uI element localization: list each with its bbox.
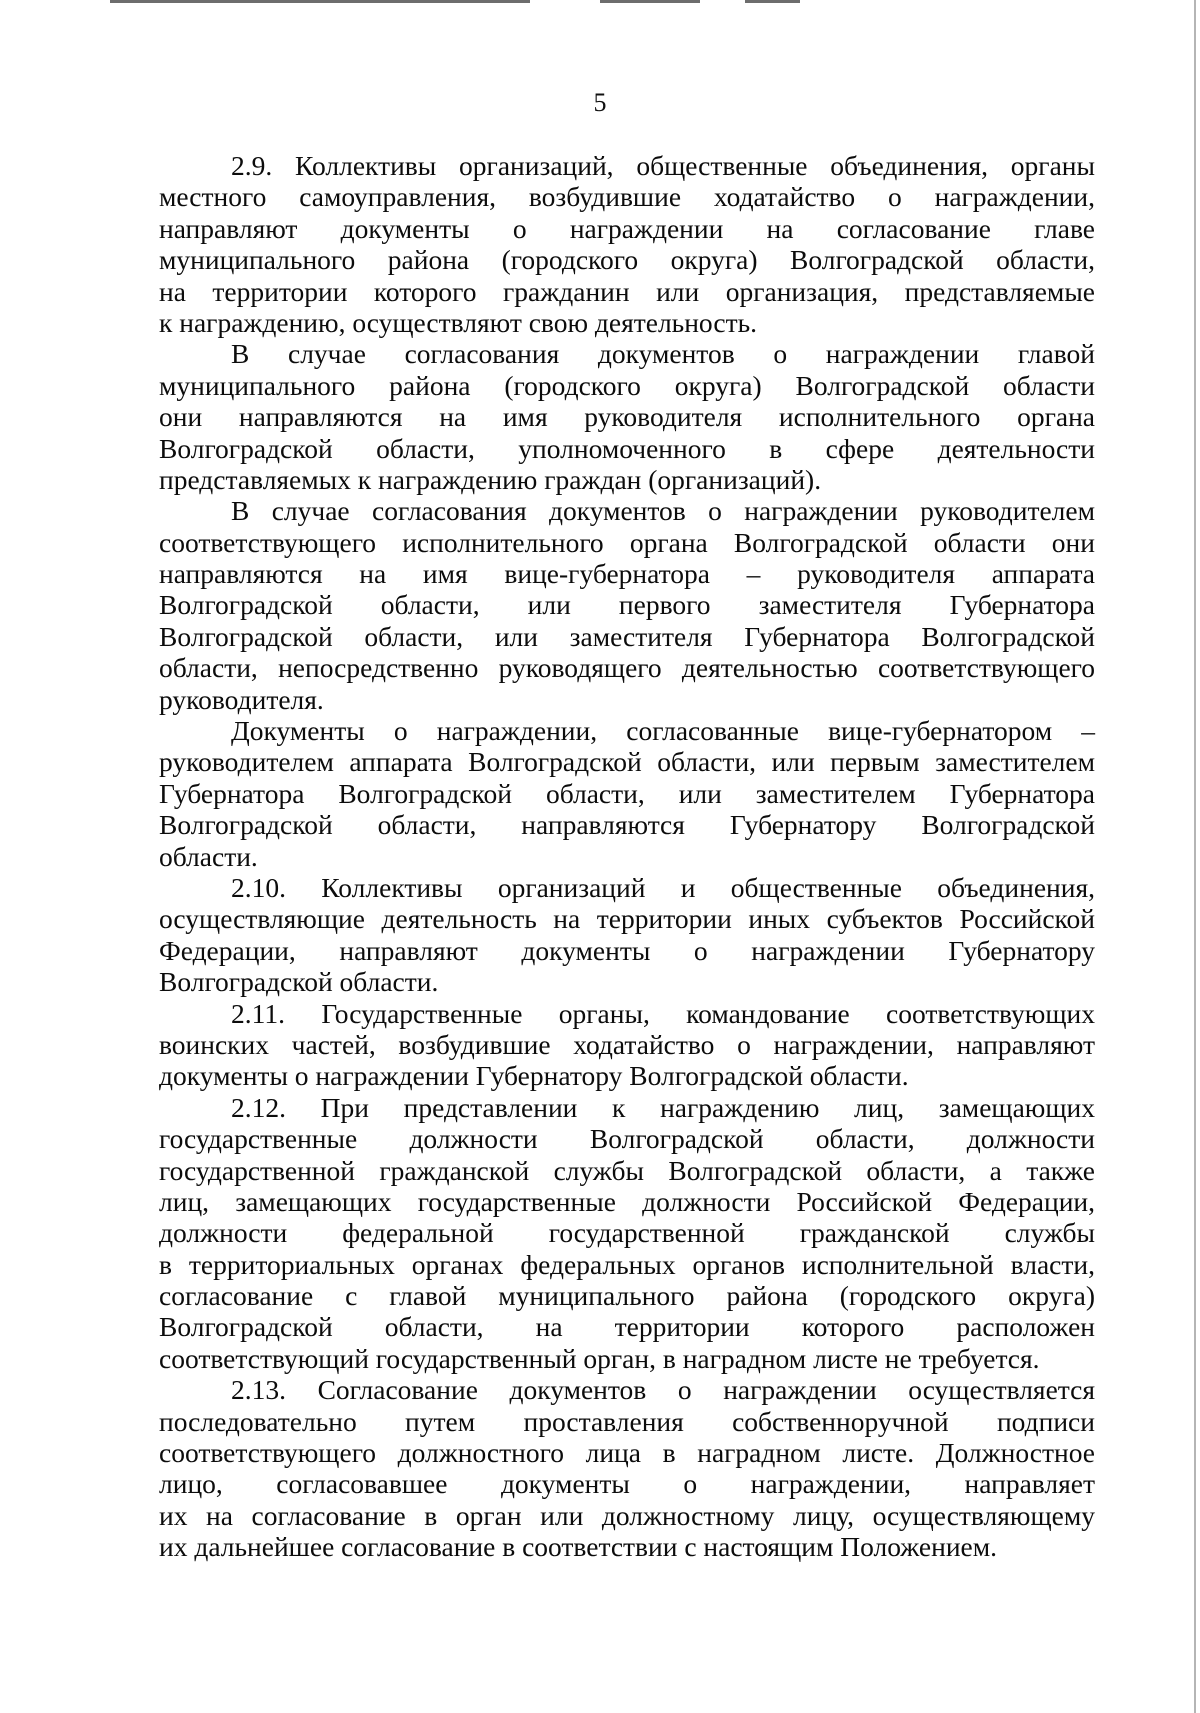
text-line: Волгоградской области, или заместителя Губернатора Волгоградской xyxy=(159,620,1095,652)
scan-edge-mark xyxy=(600,0,700,3)
text-line: руководителя. xyxy=(159,683,324,715)
text-line: государственной гражданской службы Волгоградской области, а также xyxy=(159,1154,1095,1186)
text-line: В случае согласования документов о награждении руководителем xyxy=(231,495,1095,527)
page-number: 5 xyxy=(593,88,607,117)
text-line: соответствующего исполнительного органа Волгоградской области они xyxy=(159,526,1095,558)
text-line: направляют документы о награждении на согласование главе xyxy=(159,212,1095,244)
text-line: в территориальных органах федеральных органов исполнительной власти, xyxy=(159,1248,1095,1280)
text-line: Документы о награждении, согласованные вице-губернатором – xyxy=(231,715,1095,747)
text-line: Волгоградской области, уполномоченного в сфере деятельности xyxy=(159,432,1095,464)
scan-side-edge xyxy=(1194,0,1196,1713)
text-line: 2.9. Коллективы организаций, общественные объединения, органы xyxy=(231,150,1095,181)
text-line: местного самоуправления, возбудившие ходатайство о награждении, xyxy=(159,181,1095,213)
paragraph xyxy=(159,872,1095,998)
text-line: соответствующий государственный орган, в наградном листе не требуется. xyxy=(159,1342,1040,1374)
text-line: воинских частей, возбудившие ходатайство о награждении, направляют xyxy=(159,1028,1095,1060)
text-line: последовательно путем проставления собственноручной подписи xyxy=(159,1405,1095,1437)
text-line: Волгоградской области, на территории которого расположен xyxy=(159,1311,1095,1343)
scan-edge-mark xyxy=(745,0,800,3)
text-line: представляемых к награждению граждан (организаций). xyxy=(159,463,822,495)
paragraph xyxy=(159,1092,1095,1375)
paragraph xyxy=(159,495,1095,715)
text-line: должности федеральной государственной гражданской службы xyxy=(159,1217,1095,1249)
text-line: они направляются на имя руководителя исполнительного органа xyxy=(159,401,1095,433)
text-line: Волгоградской области, или первого заместителя Губернатора xyxy=(159,589,1095,621)
text-line: их дальнейшее согласование в соответствии с настоящим Положением. xyxy=(159,1531,998,1563)
paragraph xyxy=(159,715,1095,872)
paragraph xyxy=(159,150,1095,338)
text-line: документы о награждении Губернатору Волгоградской области. xyxy=(159,1060,909,1092)
text-line: В случае согласования документов о награждении главой xyxy=(231,338,1095,370)
text-line: к награждению, осуществляют свою деятельность. xyxy=(159,306,758,338)
text-line: муниципального района (городского округа) Волгоградской области, xyxy=(159,244,1095,276)
text-line: на территории которого гражданин или организация, представляемые xyxy=(159,275,1095,307)
text-line: лиц, замещающих государственные должности Российской Федерации, xyxy=(159,1185,1095,1217)
text-line: муниципального района (городского округа) Волгоградской области xyxy=(159,369,1095,401)
paragraph xyxy=(159,998,1095,1092)
text-line: их на согласование в орган или должностному лицу, осуществляющему xyxy=(159,1499,1095,1531)
text-line: 2.12. При представлении к награждению лиц, замещающих xyxy=(231,1091,1095,1123)
scan-edge-mark xyxy=(110,0,530,3)
text-line: направляются на имя вице-губернатора – руководителя аппарата xyxy=(159,558,1095,590)
text-line: соответствующего должностного лица в наградном листе. Должностное xyxy=(159,1437,1095,1469)
text-line: согласование с главой муниципального района (городского округа) xyxy=(159,1280,1095,1312)
text-line: лицо, согласовавшее документы о награждении, направляет xyxy=(159,1468,1095,1500)
text-line: Волгоградской области, направляются Губернатору Волгоградской xyxy=(159,809,1095,841)
paragraph xyxy=(159,1374,1095,1562)
text-line: руководителем аппарата Волгоградской области, или первым заместителем xyxy=(159,746,1095,778)
text-line: 2.11. Государственные органы, командование соответствующих xyxy=(231,997,1095,1029)
paragraph xyxy=(159,338,1095,495)
text-line: области. xyxy=(159,840,258,872)
text-line: Федерации, направляют документы о награждении Губернатору xyxy=(159,934,1095,966)
text-line: осуществляющие деятельность на территории иных субъектов Российской xyxy=(159,903,1095,935)
text-line: государственные должности Волгоградской области, должности xyxy=(159,1123,1095,1155)
text-line: области, непосредственно руководящего деятельностью соответствующего xyxy=(159,652,1095,684)
text-line: 2.13. Согласование документов о награждении осуществляется xyxy=(231,1374,1095,1406)
text-line: Губернатора Волгоградской области, или заместителем Губернатора xyxy=(159,777,1095,809)
text-line: 2.10. Коллективы организаций и общественные объединения, xyxy=(231,871,1095,903)
document-body xyxy=(159,150,1095,1563)
text-line: Волгоградской области. xyxy=(159,966,439,998)
